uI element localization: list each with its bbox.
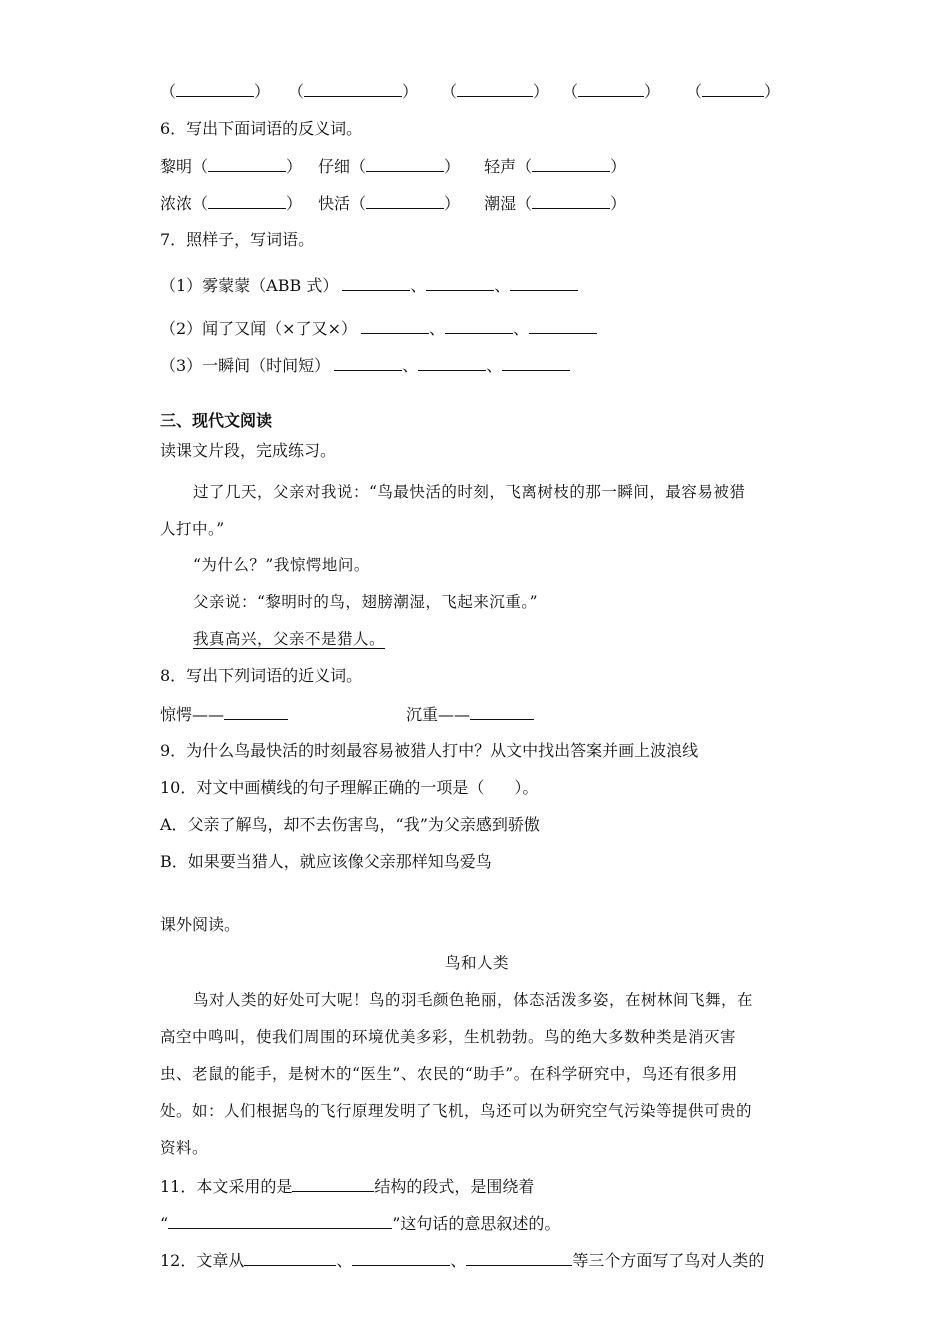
- extra-reading-label: 课外阅读。: [160, 915, 241, 934]
- answer-blank[interactable]: [208, 155, 286, 172]
- answer-paren[interactable]: （ ）: [288, 82, 419, 101]
- q12-line: 12．文章从 、 、 等三个方面写了鸟对人类的: [160, 1251, 765, 1270]
- answer-paren[interactable]: （ ）: [562, 82, 661, 101]
- answer-blank[interactable]: [532, 192, 610, 209]
- q7-item-2: （2）闻了又闻（×了又×） 、 、: [160, 317, 597, 340]
- q8-row: 惊愕—— 沉重——: [160, 703, 534, 726]
- answer-blank[interactable]: [361, 317, 429, 334]
- answer-blank[interactable]: [510, 274, 578, 291]
- answer-blank[interactable]: [208, 192, 286, 209]
- passage-line: 处。如：人们根据鸟的飞行原理发明了飞机，鸟还可以为研究空气污染等提供可贵的: [160, 1102, 753, 1120]
- passage-line: 高空中鸣叫，使我们周围的环境优美多彩，生机勃勃。鸟的绝大多数种类是消灭害: [160, 1028, 737, 1046]
- answer-paren[interactable]: （ ）: [160, 82, 271, 101]
- answer-paren[interactable]: （ ）: [441, 82, 550, 101]
- answer-paren[interactable]: （ ）: [686, 82, 781, 101]
- q11-line1: 11．本文采用的是 结构的段式，是围绕着: [160, 1177, 535, 1196]
- q7-item-3: （3）一瞬间（时间短） 、 、: [160, 354, 570, 377]
- passage-line: 父亲说：“黎明时的鸟，翅膀潮湿，飞起来沉重。”: [193, 593, 539, 611]
- q7-title: 7．照样子，写词语。: [160, 230, 315, 249]
- q10-option-a[interactable]: A．父亲了解鸟，却不去伤害鸟，“我”为父亲感到骄傲: [160, 815, 540, 834]
- q6-row1: 黎明（ ） 仔细（ ） 轻声（ ）: [160, 157, 627, 176]
- q10-option-b[interactable]: B．如果要当猎人，就应该像父亲那样知鸟爱鸟: [160, 852, 492, 871]
- answer-blank[interactable]: [470, 703, 534, 720]
- section-instruction: 读课文片段，完成练习。: [160, 441, 337, 460]
- passage-line: 虫、老鼠的能手，是树木的“医生”、农民的“助手”。在科学研究中，鸟还有很多用: [160, 1065, 738, 1083]
- answer-blank[interactable]: [292, 1175, 374, 1192]
- passage-line: 鸟对人类的好处可大呢！鸟的羽毛颜色艳丽，体态活泼多姿，在树林间飞舞，在: [193, 991, 754, 1009]
- q8-title: 8．写出下列词语的近义词。: [160, 666, 363, 685]
- q6-title: 6．写出下面词语的反义词。: [160, 119, 363, 138]
- answer-blank[interactable]: [445, 317, 513, 334]
- q9-text: 9．为什么鸟最快活的时刻最容易被猎人打中？从文中找出答案并画上波浪线: [160, 741, 699, 760]
- answer-blank[interactable]: [466, 1249, 572, 1266]
- extra-passage-title: 鸟和人类: [445, 954, 510, 972]
- q7-item-1: （1）雾蒙蒙（ABB 式） 、 、: [160, 274, 578, 297]
- answer-blank[interactable]: [366, 155, 444, 172]
- answer-blank[interactable]: [532, 155, 610, 172]
- answer-blank[interactable]: [418, 354, 486, 371]
- answer-blank[interactable]: [529, 317, 597, 334]
- answer-blank[interactable]: [224, 703, 288, 720]
- q11-line2: “ ”这句话的意思叙述的。: [160, 1214, 561, 1233]
- passage-line: 过了几天，父亲对我说：“鸟最快活的时刻，飞离树枝的那一瞬间，最容易被猎: [193, 483, 746, 501]
- answer-blank[interactable]: [334, 354, 402, 371]
- answer-blank[interactable]: [366, 192, 444, 209]
- answer-blank[interactable]: [168, 1212, 392, 1229]
- answer-blank[interactable]: [502, 354, 570, 371]
- answer-blank[interactable]: [352, 1249, 450, 1266]
- passage-line: “为什么？”我惊愕地问。: [193, 556, 370, 574]
- q6-row2: 浓浓（ ） 快活（ ） 潮湿（ ）: [160, 194, 627, 213]
- q10-title: 10．对文中画横线的句子理解正确的一项是（ ）。: [160, 778, 539, 797]
- answer-blank[interactable]: [426, 274, 494, 291]
- answer-blank[interactable]: [342, 274, 410, 291]
- answer-blank[interactable]: [244, 1249, 336, 1266]
- section-heading: 三、现代文阅读: [160, 411, 273, 430]
- underlined-sentence: 我真高兴，父亲不是猎人。: [193, 630, 386, 648]
- passage-line: 人打中。”: [160, 520, 225, 538]
- passage-line: 资料。: [160, 1139, 209, 1157]
